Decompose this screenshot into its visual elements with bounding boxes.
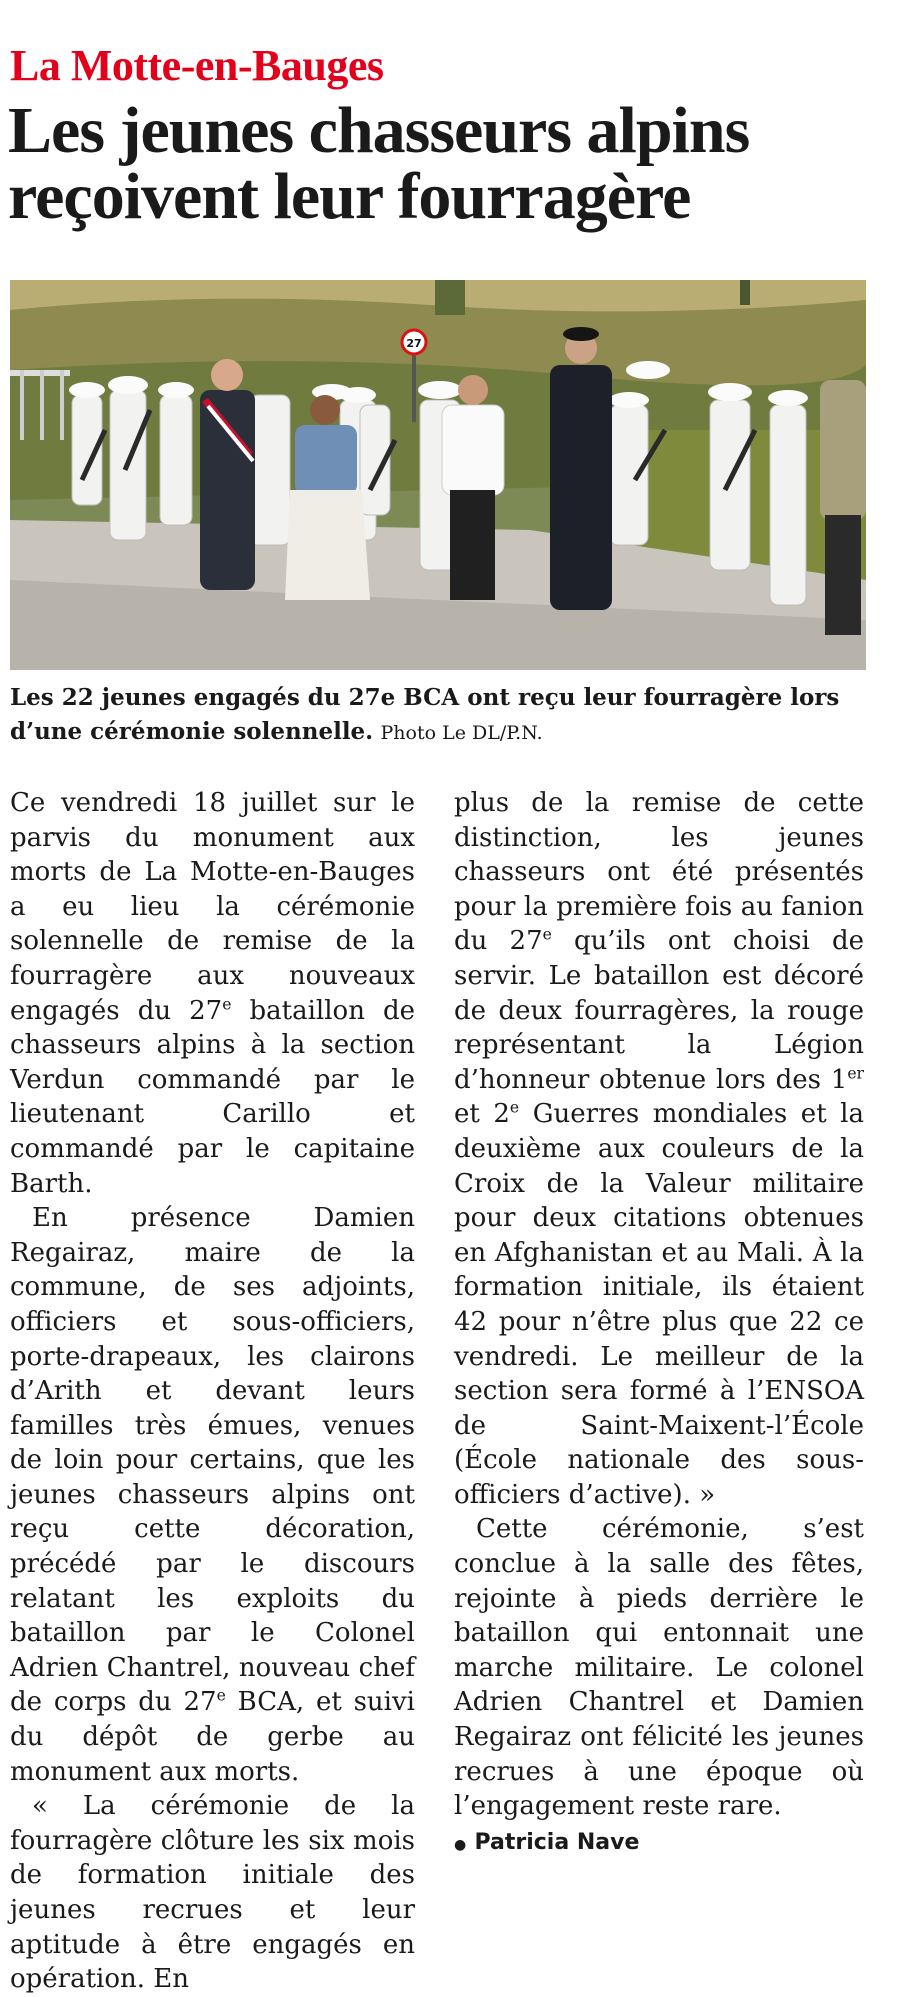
paragraph-3-start: « La cérémonie de la fourragère clôture les six mois de formation initiale des jeunes recrues et leur aptitude à être engagés en opération. En <box>10 1791 415 1995</box>
paragraph-1: Ce vendredi 18 juillet sur le parvis du monument aux morts de La Motte-en-Bauges a eu lieu la cérémonie solennelle de remise de la fourragère aux nouveaux engagés du 27e bataillon de chasseurs alpins à la section Verdun commandé par le lieutenant Carillo et commandé par le capitaine Barth. <box>10 788 416 1199</box>
paragraph-2: En présence Damien Regairaz, maire de la commune, de ses adjoints, officiers et sous-officiers, porte-drapeaux, les clairons d’Arith et devant leurs familles très émues, venues de loin pour certains, que les jeunes chasseurs alpins ont reçu cette décoration, précédé par le discours relatant les exploits du bataillon par le Colonel Adrien Chantrel, nouveau chef de corps du 27e BCA, et suivi du dépôt de gerbe au monument aux morts. <box>10 1203 415 1787</box>
paragraph-3-continued: plus de la remise de cette distinction, les jeunes chasseurs ont été présentés pour la première fois au fanion du 27e qu’ils ont choisi de servir. Le bataillon est décoré de deux fourragères, la rouge représentant la Légion d’honneur obtenue lors des 1er et 2e Guerres mondiales et la deuxième aux couleurs de la Croix de la Valeur militaire pour deux citations obtenues en Afghanistan et au Mali. À la formation initiale, ils étaient 42 pour n’être plus que 22 ce vendredi. Le meilleur de la section sera formé à l’ENSOA de Saint-Maixent-l’École (École nationale des sous-officiers d’active). » <box>454 788 864 1510</box>
article-column-right <box>454 786 864 1862</box>
author-name: Patricia Nave <box>474 1829 640 1855</box>
photo-credit: Photo Le DL/P.N. <box>380 722 543 744</box>
article-photo <box>10 280 866 670</box>
article-headline <box>8 94 898 233</box>
photo-caption <box>10 681 890 750</box>
caption-text: Les 22 jeunes engagés du 27e BCA ont reçu leur fourragère lors d’une cérémonie solennelle. <box>10 684 840 745</box>
article-column-left <box>10 786 415 1997</box>
article-signature <box>454 1824 864 1863</box>
headline-line-1: Les jeunes chasseurs alpins <box>8 94 750 167</box>
bullet-icon: ● <box>454 1836 467 1853</box>
speed-sign-text: 27 <box>406 337 422 350</box>
headline-line-2: reçoivent leur fourragère <box>8 160 691 233</box>
article-kicker: La Motte-en-Bauges <box>10 41 384 90</box>
paragraph-4: Cette cérémonie, s’est conclue à la salle des fêtes, rejointe à pieds derrière le bataillon qui entonnait une marche militaire. Le colonel Adrien Chantrel et Damien Regairaz ont félicité les jeunes recrues à une époque où l’engagement reste rare. <box>454 1514 864 1822</box>
ceremony-photo-illustration <box>10 280 866 670</box>
